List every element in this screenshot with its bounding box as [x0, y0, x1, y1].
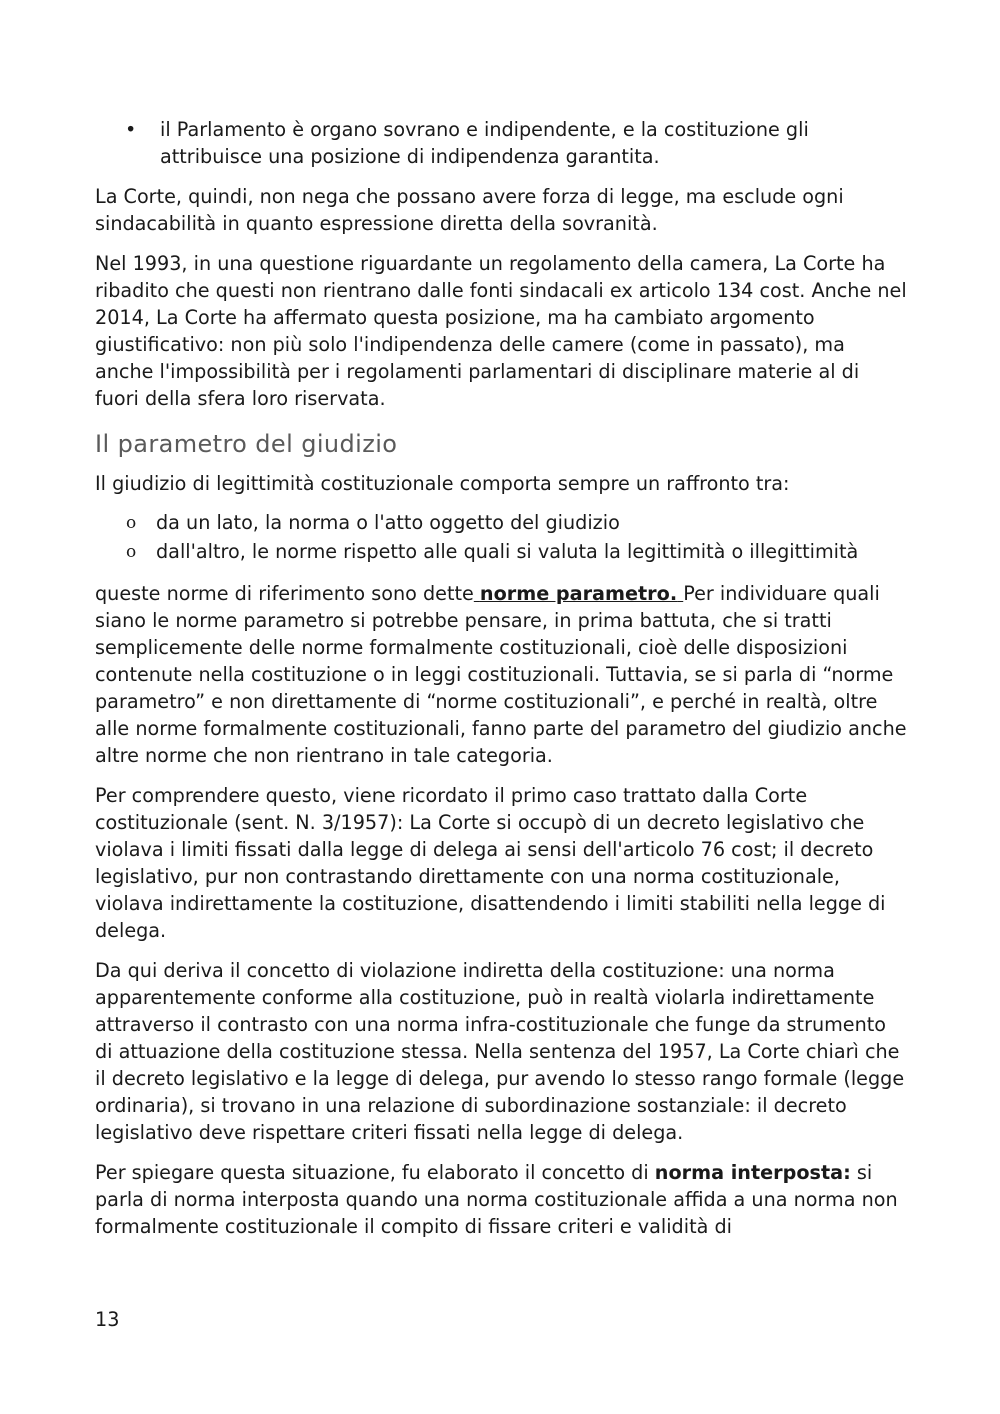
paragraph: La Corte, quindi, non nega che possano avere forza di legge, ma esclude ogni sindacabilità in quanto espressione diretta della sovranità.	[95, 185, 844, 235]
key-term-norma-interposta: norma interposta:	[654, 1161, 851, 1184]
text-run: Per spiegare questa situazione, fu elaborato il concetto di	[95, 1161, 655, 1184]
document-page	[95, 116, 907, 1253]
paragraph: Da qui deriva il concetto di violazione indiretta della costituzione: una norma apparentemente conforme alla costituzione, può in realtà violarla indirettamente attraverso il contrasto con una norma infra-costituzionale che funge da strumento di attuazione della costituzione stessa. Nella sentenza del 1957, La Corte chiarì che il decreto legislativo e la legge di delega, pur avendo lo stesso rango formale (legge ordinaria), si trovano in una relazione di subordinazione sostanziale: il decreto legislativo deve rispettare criteri fissati nella legge di delega.	[95, 959, 905, 1144]
list-item-text: da un lato, la norma o l'atto oggetto del giudizio	[156, 511, 620, 534]
circle-bullet-icon: o	[126, 542, 137, 562]
text-run: Per individuare quali siano le norme parametro si potrebbe pensare, in prima battuta, che si tratti semplicemente delle norme formalmente costituzionali, cioè delle disposizioni contenute nella costituzione o in leggi costituzionali. Tuttavia, se si parla di “norme parametro” e non direttamente di “norme costituzionali”, e perché in realtà, oltre alle norme formalmente costituzionali, fanno parte del parametro del giudizio anche altre norme che non rientrano in tale categoria.	[95, 582, 907, 767]
text-run: si parla di norma interposta quando una norma costituzionale affida a una norma non formalmente costituzionale il compito di fissare criteri e validità di	[95, 1161, 898, 1238]
bullet-icon: •	[125, 118, 137, 141]
paragraph: Nel 1993, in una questione riguardante un regolamento della camera, La Corte ha ribadito che questi non rientrano dalle fonti sindacali ex articolo 134 cost. Anche nel 2014, La Corte ha affermato questa posizione, ma ha cambiato argomento giustificativo: non più solo l'indipendenza delle camere (come in passato), ma anche l'impossibilità per i regolamenti parlamentari di disciplinare materie al di fuori della sfera loro riservata.	[95, 252, 907, 410]
list-item-text: dall'altro, le norme rispetto alle quali si valuta la legittimità o illegittimità	[156, 540, 859, 563]
parametro-paragraph	[95, 580, 907, 769]
interposta-paragraph	[95, 1159, 907, 1240]
list-item-text: il Parlamento è organo sovrano e indipendente, e la costituzione gli attribuisce una posizione di indipendenza garantita.	[160, 118, 809, 168]
bullet-list	[95, 116, 907, 170]
key-term-norme-parametro: norme parametro.	[479, 582, 678, 605]
circle-list	[95, 508, 907, 566]
list-item	[95, 116, 907, 170]
text-run: queste norme di riferimento sono dette	[95, 582, 474, 605]
paragraph: Per comprendere questo, viene ricordato il primo caso trattato dalla Corte costituzionale (sent. N. 3/1957): La Corte si occupò di un decreto legislativo che violava i limiti fissati dalla legge di delega ai sensi dell'articolo 76 cost; il decreto legislativo, pur non contrastando direttamente con una norma costituzionale, violava indirettamente la costituzione, disattendendo i limiti stabiliti nella legge di delega.	[95, 784, 886, 942]
section-heading: Il parametro del giudizio	[95, 430, 398, 458]
circle-bullet-icon: o	[126, 513, 137, 533]
list-item	[95, 537, 907, 566]
list-item	[95, 508, 907, 537]
intro-paragraph: Il giudizio di legittimità costituzionale comporta sempre un raffronto tra:	[95, 472, 790, 495]
page-number: 13	[95, 1308, 120, 1331]
